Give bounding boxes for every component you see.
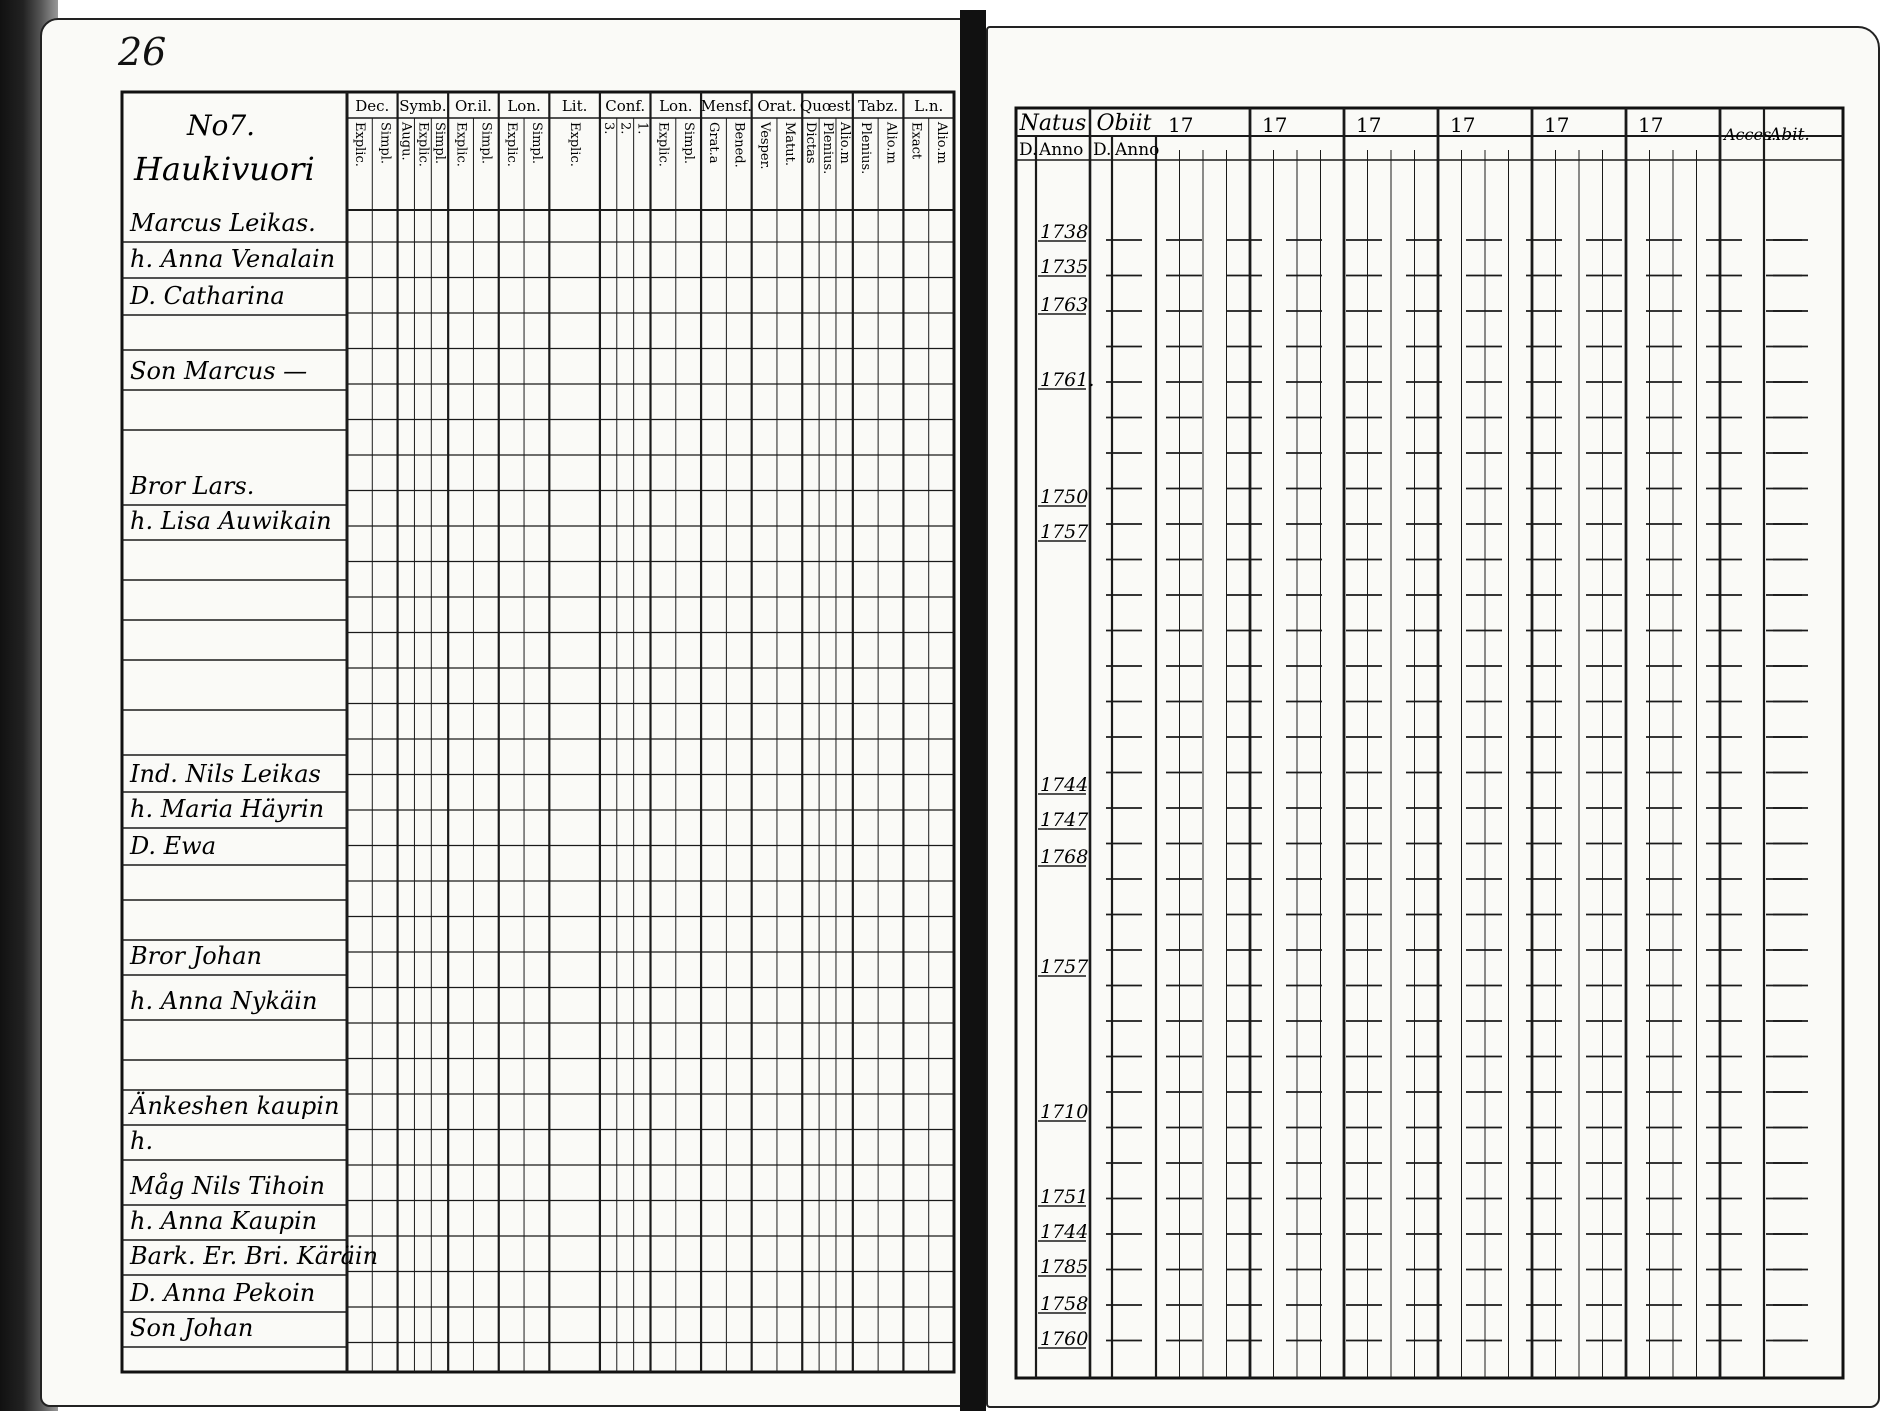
birth-year: 1757 <box>1040 521 1089 543</box>
sub-column-label: Alio.m <box>933 122 949 164</box>
resident-entry: Bark. Er. Bri. Käräin <box>130 1242 379 1270</box>
birth-year: 1763 <box>1040 294 1089 316</box>
birth-year: 1757 <box>1040 956 1089 978</box>
column-header-label: Mensf. <box>700 97 753 115</box>
column-header-label: Conf. <box>605 97 646 115</box>
sub-column-label: Simpl. <box>432 122 448 165</box>
column-header-label: Quœst. <box>799 97 856 115</box>
year-group-header: 17 <box>1168 113 1194 137</box>
resident-entry: h. Anna Kaupin <box>130 1207 318 1235</box>
column-header-label: Or.il. <box>454 97 492 115</box>
column-header-label: Lit. <box>561 97 588 115</box>
sub-column-label: Explic. <box>655 122 671 167</box>
resident-entry: h. Maria Häyrin <box>130 795 325 823</box>
birth-year: 1768 <box>1040 846 1089 868</box>
resident-entry: Son Johan <box>130 1314 254 1342</box>
sub-column-label: Dictas <box>803 122 819 164</box>
right-page <box>986 26 1880 1408</box>
year-group-header: 17 <box>1638 113 1664 137</box>
column-header-label: Tabz. <box>858 97 899 115</box>
sub-column-label: Bened. <box>731 122 747 168</box>
birth-year: 1738 <box>1040 221 1089 243</box>
birth-year: 1750 <box>1040 486 1089 508</box>
resident-entry: Ind. Nils Leikas <box>130 760 321 788</box>
year-group-header: 17 <box>1262 113 1288 137</box>
birth-year: 1751 <box>1040 1186 1089 1208</box>
sub-column-label: Augu. <box>398 122 414 161</box>
year-group-header: 17 <box>1450 113 1476 137</box>
sub-column-label: Plenius. <box>820 122 836 175</box>
column-header-label: Lon. <box>659 97 693 115</box>
resident-entry: D. Ewa <box>130 832 217 860</box>
sub-column-label: Grat.a <box>706 122 722 164</box>
resident-entry: h. Anna Nykäin <box>130 987 318 1015</box>
column-header-label: Dec. <box>355 97 390 115</box>
resident-entry: D. Catharina <box>130 282 285 310</box>
page-number: 26 <box>118 30 167 74</box>
column-header-label: L.n. <box>914 97 944 115</box>
sub-column-label: Explic. <box>415 122 431 167</box>
resident-entry: D. Anna Pekoin <box>130 1279 316 1307</box>
sub-column-label: 1. <box>634 122 650 135</box>
sub-column-label: Simpl. <box>377 122 393 165</box>
abit-header: Abit. <box>1769 125 1810 145</box>
resident-entry: Måg Nils Tihoin <box>130 1172 325 1200</box>
sub-column-label: 3. <box>600 122 616 135</box>
sub-column-label: Explic. <box>352 122 368 167</box>
left-table <box>42 20 962 1405</box>
resident-entry: h. Anna Venalain <box>130 245 336 273</box>
sub-column-label: Simpl. <box>680 122 696 165</box>
column-header-label: Lon. <box>507 97 541 115</box>
obiit-anno-header: Anno <box>1115 140 1160 160</box>
birth-year: 1785 <box>1040 1256 1089 1278</box>
year-group-header: 17 <box>1544 113 1570 137</box>
resident-entry: Son Marcus — <box>130 357 308 385</box>
place-name: Haukivuori <box>134 150 315 188</box>
sub-column-label: Plenius. <box>857 122 873 175</box>
sub-column-label: Explic. <box>503 122 519 167</box>
sub-column-label: Simpl. <box>529 122 545 165</box>
resident-entry: Marcus Leikas. <box>130 209 316 237</box>
natus-day-header: D. <box>1019 140 1038 160</box>
acces-header: Acces. <box>1724 125 1777 144</box>
resident-entry: h. <box>130 1127 154 1155</box>
sub-column-label: Explic. <box>567 122 583 167</box>
birth-year: 1744 <box>1040 774 1089 796</box>
obiit-header: Obiit <box>1096 111 1152 136</box>
book-gutter <box>960 10 986 1411</box>
right-table <box>988 28 1878 1406</box>
birth-year: 1758 <box>1040 1293 1089 1315</box>
birth-year: 1760 <box>1040 1328 1089 1350</box>
left-page <box>40 18 964 1407</box>
birth-year: 1761. <box>1040 369 1095 391</box>
sub-column-label: Alio.m <box>883 122 899 164</box>
sub-column-label: 2. <box>617 122 633 135</box>
birth-year: 1747 <box>1040 809 1089 831</box>
resident-entry: h. Lisa Auwikain <box>130 507 332 535</box>
resident-entry: Bror Johan <box>130 942 262 970</box>
column-header-label: Symb. <box>399 97 447 115</box>
sub-column-label: Matut. <box>782 122 798 167</box>
natus-anno-header: Anno <box>1039 140 1084 160</box>
birth-year: 1735 <box>1040 256 1089 278</box>
household-number: No7. <box>187 109 256 142</box>
sub-column-label: Exact <box>908 122 924 160</box>
column-header-label: Orat. <box>757 97 797 115</box>
resident-entry: Bror Lars. <box>130 472 255 500</box>
birth-year: 1710 <box>1040 1101 1089 1123</box>
resident-entry: Änkeshen kaupin <box>130 1092 340 1120</box>
year-group-header: 17 <box>1356 113 1382 137</box>
sub-column-label: Simpl. <box>478 122 494 165</box>
birth-year: 1744 <box>1040 1221 1089 1243</box>
natus-header: Natus <box>1019 111 1087 136</box>
obiit-day-header: D. <box>1093 140 1112 160</box>
sub-column-label: Alio.m <box>836 122 852 164</box>
sub-column-label: Vesper. <box>756 122 772 170</box>
sub-column-label: Explic. <box>453 122 469 167</box>
